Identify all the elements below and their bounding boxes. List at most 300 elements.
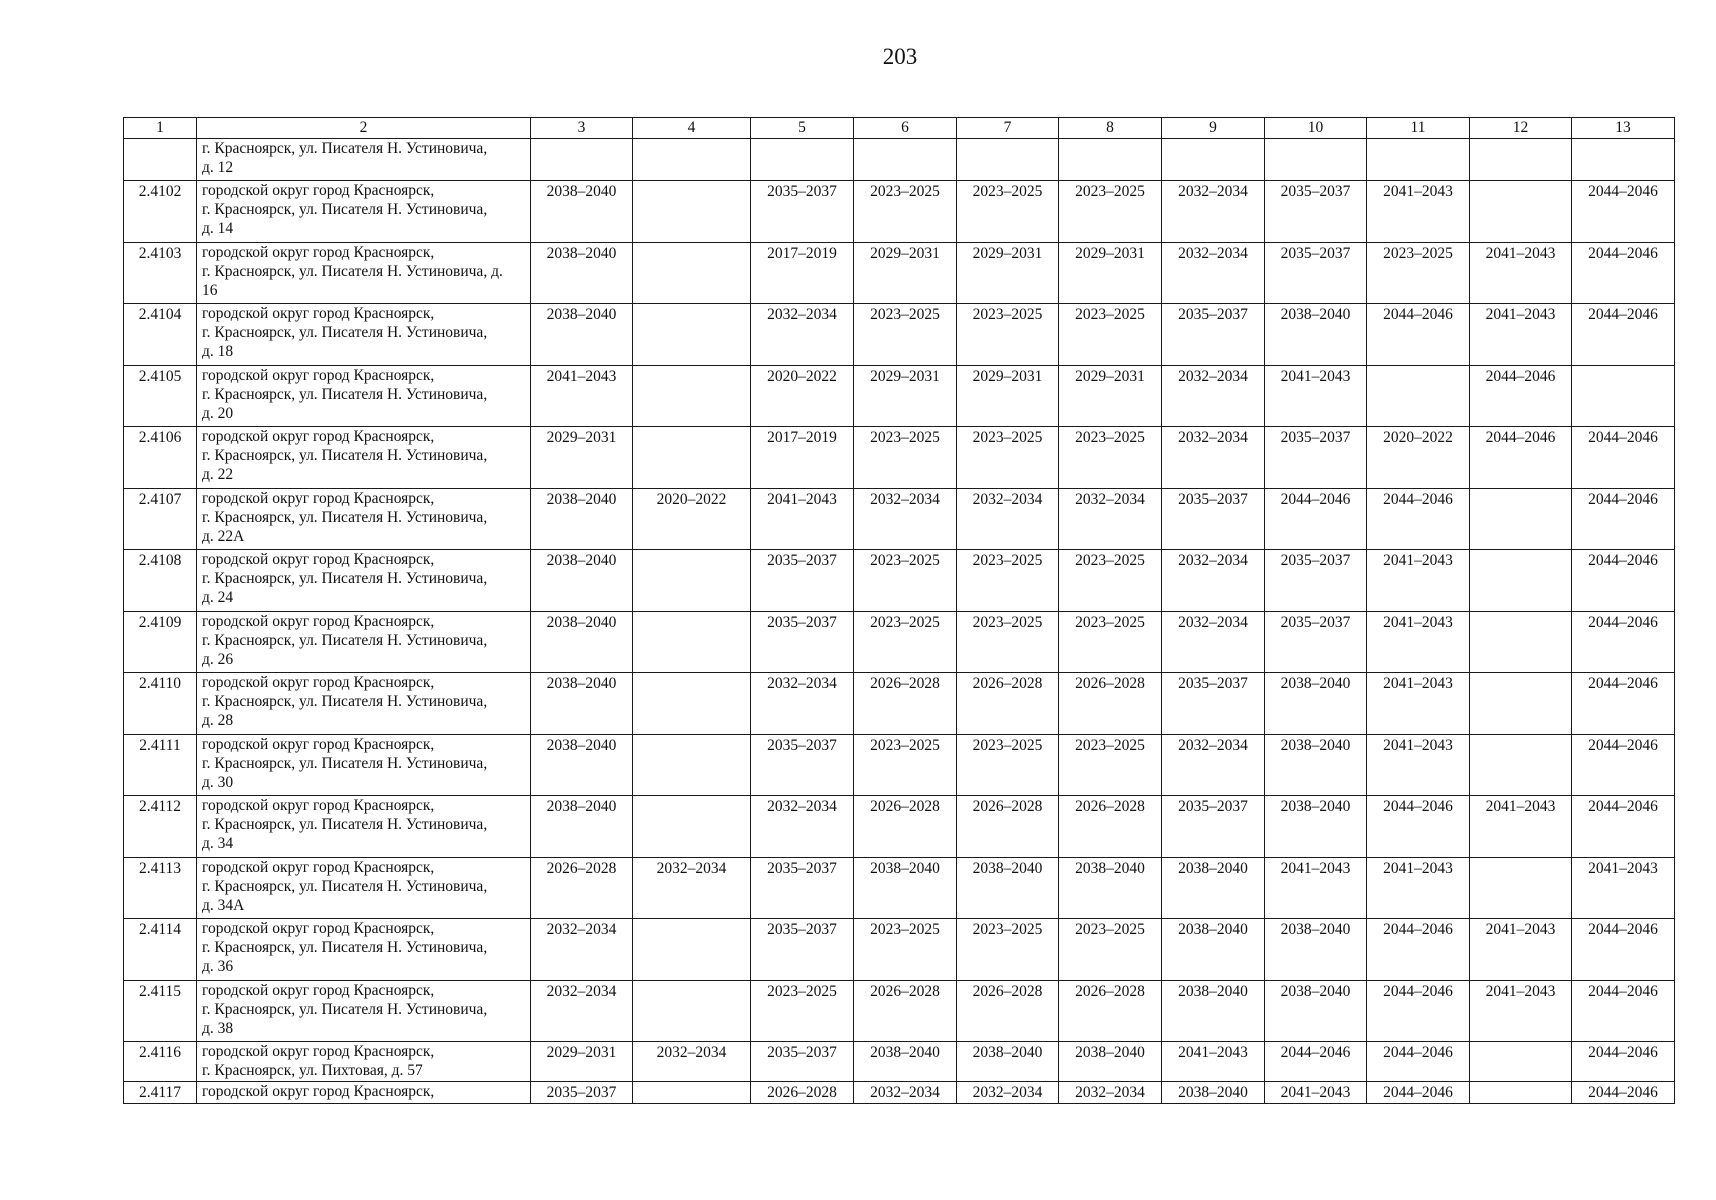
period-cell-col-5: 2035–2037 [751,857,854,919]
period-cell-col-3: 2038–2040 [531,796,633,858]
address-line: г. Красноярск, ул. Писателя Н. Устиновича, д. [202,262,503,280]
row-number-cell: 2.4105 [124,365,197,427]
period-cell-col-10: 2038–2040 [1265,919,1367,981]
address-line: д. 22 [202,466,234,483]
period-cell-col-11: 2044–2046 [1367,1042,1470,1082]
period-cell-col-8: 2032–2034 [1059,1082,1162,1104]
address-line: д. 20 [202,404,234,422]
period-cell-col-9: 2035–2037 [1162,796,1265,858]
row-number-cell: 2.4115 [124,980,197,1042]
address-line: г. Красноярск, ул. Писателя Н. Устиновича, [202,140,488,157]
period-cell-col-3: 2032–2034 [531,980,633,1042]
address-cell [197,980,531,1042]
table-row [124,304,1675,366]
period-cell-col-5: 2020–2022 [751,365,854,427]
row-number-cell: 2.4116 [124,1042,197,1082]
period-cell-col-5: 2035–2037 [751,181,854,243]
period-cell-col-11: 2044–2046 [1367,304,1470,366]
period-cell-col-7: 2029–2031 [957,242,1059,304]
period-cell-col-8: 2023–2025 [1059,181,1162,243]
period-cell-col-11: 2044–2046 [1367,796,1470,858]
period-cell-col-12 [1470,734,1572,796]
period-cell-col-13: 2041–2043 [1572,857,1675,919]
period-cell-col-10: 2035–2037 [1265,611,1367,673]
address-line: г. Красноярск, ул. Писателя Н. Устиновича, [202,693,488,710]
column-header-9: 9 [1162,118,1265,139]
period-cell-col-13 [1572,365,1675,427]
period-cell-col-11: 2041–2043 [1367,181,1470,243]
period-cell-col-10: 2035–2037 [1265,242,1367,304]
period-cell-col-9: 2035–2037 [1162,488,1265,550]
address-line: д. 22А [202,527,245,545]
period-cell-col-7: 2026–2028 [957,673,1059,735]
address-cell [197,919,531,981]
address-line: д. 26 [202,650,234,668]
period-cell-col-8: 2032–2034 [1059,488,1162,550]
address-line: г. Красноярск, ул. Пихтовая, д. 57 [202,1062,423,1079]
period-cell-col-13: 2044–2046 [1572,242,1675,304]
column-header-4: 4 [633,118,751,139]
period-cell-col-9: 2038–2040 [1162,1082,1265,1104]
period-cell-col-12: 2044–2046 [1470,427,1572,489]
period-cell-col-6: 2026–2028 [854,673,957,735]
address-line: г. Красноярск, ул. Писателя Н. Устиновича, [202,1000,488,1018]
period-cell-col-5: 2032–2034 [751,673,854,735]
period-cell-col-3: 2029–2031 [531,427,633,489]
period-cell-col-4: 2032–2034 [633,857,751,919]
period-cell-col-9: 2035–2037 [1162,673,1265,735]
period-cell-col-4 [633,365,751,427]
period-cell-col-8: 2023–2025 [1059,427,1162,489]
period-cell-col-3: 2038–2040 [531,734,633,796]
period-cell-col-5: 2035–2037 [751,734,854,796]
period-cell-col-8: 2026–2028 [1059,796,1162,858]
row-number-cell: 2.4110 [124,673,197,735]
period-cell-col-10: 2038–2040 [1265,796,1367,858]
period-cell-col-8: 2023–2025 [1059,734,1162,796]
address-line: г. Красноярск, ул. Писателя Н. Устиновича, [202,816,488,833]
column-header-11: 11 [1367,118,1470,139]
period-cell-col-13: 2044–2046 [1572,611,1675,673]
period-cell-col-12: 2044–2046 [1470,365,1572,427]
table-row [124,242,1675,304]
period-cell-col-7: 2023–2025 [957,427,1059,489]
period-cell-col-9: 2032–2034 [1162,550,1265,612]
table-row [124,919,1675,981]
period-cell-col-3: 2032–2034 [531,919,633,981]
period-cell-col-3: 2038–2040 [531,181,633,243]
period-cell-col-9: 2032–2034 [1162,734,1265,796]
table-row [124,1082,1675,1104]
period-cell-col-4: 2020–2022 [633,488,751,550]
table-row [124,796,1675,858]
period-cell-col-11 [1367,139,1470,181]
period-cell-col-6: 2026–2028 [854,980,957,1042]
address-cell [197,242,531,304]
period-cell-col-4 [633,796,751,858]
column-header-2: 2 [197,118,531,139]
address-cell [197,1042,531,1082]
period-cell-col-8: 2023–2025 [1059,611,1162,673]
period-cell-col-10: 2038–2040 [1265,304,1367,366]
period-cell-col-3: 2038–2040 [531,673,633,735]
period-cell-col-13: 2044–2046 [1572,980,1675,1042]
period-cell-col-13: 2044–2046 [1572,796,1675,858]
period-cell-col-11: 2044–2046 [1367,488,1470,550]
period-cell-col-12 [1470,857,1572,919]
period-cell-col-6: 2023–2025 [854,919,957,981]
period-cell-col-4: 2032–2034 [633,1042,751,1082]
address-line: городской округ город Красноярск, [202,551,435,568]
address-cell [197,550,531,612]
period-cell-col-11: 2044–2046 [1367,980,1470,1042]
period-cell-col-5: 2017–2019 [751,242,854,304]
period-cell-col-9: 2032–2034 [1162,427,1265,489]
row-number-cell [124,139,197,181]
address-line: г. Красноярск, ул. Писателя Н. Устиновича, [202,631,488,649]
period-cell-col-10: 2038–2040 [1265,734,1367,796]
period-cell-col-9: 2035–2037 [1162,304,1265,366]
address-line: г. Красноярск, ул. Писателя Н. Устиновича, [202,508,488,526]
period-cell-col-11: 2041–2043 [1367,673,1470,735]
table-row [124,139,1675,181]
period-cell-col-11: 2023–2025 [1367,242,1470,304]
period-cell-col-5 [751,139,854,181]
period-cell-col-9: 2032–2034 [1162,365,1265,427]
address-line: г. Красноярск, ул. Писателя Н. Устиновича, [202,939,488,956]
period-cell-col-4 [633,242,751,304]
period-cell-col-13: 2044–2046 [1572,181,1675,243]
row-number-cell: 2.4112 [124,796,197,858]
period-cell-col-6 [854,139,957,181]
period-cell-col-11: 2020–2022 [1367,427,1470,489]
address-cell [197,734,531,796]
column-header-10: 10 [1265,118,1367,139]
period-cell-col-5: 2035–2037 [751,919,854,981]
row-number-cell: 2.4113 [124,857,197,919]
period-cell-col-6: 2038–2040 [854,857,957,919]
period-cell-col-12: 2041–2043 [1470,304,1572,366]
address-line: д. 36 [202,958,234,975]
period-cell-col-9: 2041–2043 [1162,1042,1265,1082]
period-cell-col-12 [1470,673,1572,735]
period-cell-col-5: 2035–2037 [751,611,854,673]
address-line: городской округ город Красноярск, [202,1043,435,1060]
period-cell-col-7: 2032–2034 [957,488,1059,550]
period-cell-col-4 [633,734,751,796]
address-line: д. 12 [202,159,234,176]
period-cell-col-13 [1572,139,1675,181]
period-cell-col-3: 2029–2031 [531,1042,633,1082]
period-cell-col-13: 2044–2046 [1572,304,1675,366]
period-cell-col-12 [1470,488,1572,550]
table-row [124,1042,1675,1082]
period-cell-col-4 [633,611,751,673]
address-line: д. 28 [202,712,234,729]
column-header-7: 7 [957,118,1059,139]
address-cell [197,1082,531,1104]
period-cell-col-11: 2041–2043 [1367,611,1470,673]
period-cell-col-6: 2029–2031 [854,365,957,427]
period-cell-col-7: 2026–2028 [957,980,1059,1042]
period-cell-col-7: 2029–2031 [957,365,1059,427]
period-cell-col-5: 2026–2028 [751,1082,854,1104]
period-cell-col-10: 2035–2037 [1265,550,1367,612]
row-number-cell: 2.4117 [124,1082,197,1104]
period-cell-col-4 [633,1082,751,1104]
period-cell-col-13: 2044–2046 [1572,673,1675,735]
address-cell [197,427,531,489]
table-row [124,611,1675,673]
period-cell-col-8 [1059,139,1162,181]
period-cell-col-12: 2041–2043 [1470,242,1572,304]
period-cell-col-7: 2023–2025 [957,550,1059,612]
period-cell-col-3: 2026–2028 [531,857,633,919]
period-cell-col-9: 2032–2034 [1162,242,1265,304]
period-cell-col-11: 2041–2043 [1367,550,1470,612]
address-line: городской округ город Красноярск, [202,797,435,814]
period-cell-col-10: 2044–2046 [1265,1042,1367,1082]
period-cell-col-9: 2038–2040 [1162,980,1265,1042]
address-line: городской округ город Красноярск, [202,981,435,999]
row-number-cell: 2.4114 [124,919,197,981]
period-cell-col-7 [957,139,1059,181]
period-cell-col-5: 2032–2034 [751,796,854,858]
address-line: городской округ город Красноярск, [202,612,435,630]
address-cell [197,304,531,366]
table-body [124,139,1675,1104]
address-line: городской округ город Красноярск, [202,1083,435,1100]
period-cell-col-6: 2023–2025 [854,427,957,489]
address-line: д. 14 [202,220,234,237]
address-line: г. Красноярск, ул. Писателя Н. Устиновича, [202,324,488,341]
table-row [124,365,1675,427]
period-cell-col-13: 2044–2046 [1572,1042,1675,1082]
period-cell-col-7: 2023–2025 [957,181,1059,243]
address-cell [197,488,531,550]
period-cell-col-12 [1470,1042,1572,1082]
period-cell-col-10: 2041–2043 [1265,365,1367,427]
period-cell-col-3: 2038–2040 [531,242,633,304]
row-number-cell: 2.4108 [124,550,197,612]
period-cell-col-3: 2038–2040 [531,611,633,673]
period-cell-col-6: 2023–2025 [854,734,957,796]
address-line: г. Красноярск, ул. Писателя Н. Устиновича, [202,754,488,772]
table-row [124,550,1675,612]
period-cell-col-3: 2035–2037 [531,1082,633,1104]
period-cell-col-8: 2023–2025 [1059,304,1162,366]
period-cell-col-5: 2023–2025 [751,980,854,1042]
address-line: г. Красноярск, ул. Писателя Н. Устиновича, [202,570,488,587]
period-cell-col-11: 2044–2046 [1367,919,1470,981]
column-header-1: 1 [124,118,197,139]
table-row [124,980,1675,1042]
table-row [124,427,1675,489]
address-line: городской округ город Красноярск, [202,674,435,691]
period-cell-col-12 [1470,139,1572,181]
period-cell-col-4 [633,304,751,366]
period-cell-col-13: 2044–2046 [1572,919,1675,981]
address-line: городской округ город Красноярск, [202,489,435,507]
column-header-8: 8 [1059,118,1162,139]
row-number-cell: 2.4107 [124,488,197,550]
period-cell-col-7: 2023–2025 [957,919,1059,981]
period-cell-col-4 [633,919,751,981]
period-cell-col-8: 2026–2028 [1059,980,1162,1042]
row-number-cell: 2.4104 [124,304,197,366]
period-cell-col-11: 2044–2046 [1367,1082,1470,1104]
period-cell-col-5: 2041–2043 [751,488,854,550]
address-line: городской округ город Красноярск, [202,366,435,384]
address-cell [197,611,531,673]
header-row [124,118,1675,139]
address-line: г. Красноярск, ул. Писателя Н. Устиновича, [202,447,488,464]
period-cell-col-10: 2035–2037 [1265,427,1367,489]
period-cell-col-3: 2038–2040 [531,550,633,612]
column-header-3: 3 [531,118,633,139]
address-line: д. 34А [202,896,245,914]
period-cell-col-5: 2032–2034 [751,304,854,366]
period-cell-col-7: 2038–2040 [957,1042,1059,1082]
period-cell-col-9: 2038–2040 [1162,857,1265,919]
address-line: д. 24 [202,589,234,606]
period-cell-col-4 [633,550,751,612]
period-cell-col-8: 2038–2040 [1059,857,1162,919]
column-header-5: 5 [751,118,854,139]
period-cell-col-6: 2023–2025 [854,304,957,366]
period-cell-col-12 [1470,611,1572,673]
period-cell-col-7: 2023–2025 [957,304,1059,366]
address-line: г. Красноярск, ул. Писателя Н. Устиновича, [202,385,488,403]
period-cell-col-8: 2029–2031 [1059,242,1162,304]
address-line: городской округ город Красноярск, [202,182,435,199]
address-line: д. 34 [202,835,234,852]
period-cell-col-6: 2026–2028 [854,796,957,858]
address-cell [197,673,531,735]
address-line: г. Красноярск, ул. Писателя Н. Устиновича, [202,201,488,218]
address-line: д. 30 [202,773,234,791]
table-row [124,181,1675,243]
address-cell [197,181,531,243]
period-cell-col-5: 2035–2037 [751,1042,854,1082]
address-cell [197,139,531,181]
period-cell-col-3 [531,139,633,181]
period-cell-col-11: 2041–2043 [1367,734,1470,796]
period-cell-col-3: 2038–2040 [531,304,633,366]
period-cell-col-6: 2023–2025 [854,550,957,612]
address-line: 16 [202,281,218,299]
period-cell-col-12 [1470,181,1572,243]
period-cell-col-13: 2044–2046 [1572,488,1675,550]
address-line: городской округ город Красноярск, [202,920,435,937]
address-line: городской округ город Красноярск, [202,735,435,753]
period-cell-col-7: 2026–2028 [957,796,1059,858]
period-cell-col-8: 2026–2028 [1059,673,1162,735]
page-number: 203 [882,44,918,69]
period-cell-col-12: 2041–2043 [1470,796,1572,858]
period-cell-col-10: 2044–2046 [1265,488,1367,550]
address-cell [197,857,531,919]
period-cell-col-7: 2023–2025 [957,611,1059,673]
period-cell-col-8: 2023–2025 [1059,919,1162,981]
row-number-cell: 2.4109 [124,611,197,673]
period-cell-col-11 [1367,365,1470,427]
address-cell [197,796,531,858]
address-line: д. 18 [202,343,234,360]
row-number-cell: 2.4103 [124,242,197,304]
row-number-cell: 2.4106 [124,427,197,489]
period-cell-col-4 [633,673,751,735]
period-cell-col-6: 2023–2025 [854,611,957,673]
period-cell-col-13: 2044–2046 [1572,734,1675,796]
address-cell [197,365,531,427]
period-cell-col-9: 2038–2040 [1162,919,1265,981]
period-cell-col-4 [633,427,751,489]
period-cell-col-5: 2017–2019 [751,427,854,489]
period-cell-col-7: 2032–2034 [957,1082,1059,1104]
period-cell-col-6: 2032–2034 [854,488,957,550]
period-cell-col-10: 2038–2040 [1265,980,1367,1042]
period-cell-col-4 [633,980,751,1042]
period-cell-col-13: 2044–2046 [1572,550,1675,612]
period-cell-col-12 [1470,1082,1572,1104]
period-cell-col-3: 2038–2040 [531,488,633,550]
period-cell-col-9: 2032–2034 [1162,611,1265,673]
period-cell-col-13: 2044–2046 [1572,427,1675,489]
period-cell-col-13: 2044–2046 [1572,1082,1675,1104]
period-cell-col-9 [1162,139,1265,181]
period-cell-col-9: 2032–2034 [1162,181,1265,243]
table-row [124,734,1675,796]
period-cell-col-4 [633,139,751,181]
period-cell-col-11: 2041–2043 [1367,857,1470,919]
period-cell-col-6: 2029–2031 [854,242,957,304]
period-cell-col-10 [1265,139,1367,181]
column-header-13: 13 [1572,118,1675,139]
period-cell-col-10: 2038–2040 [1265,673,1367,735]
address-line: городской округ город Красноярск, [202,858,435,876]
period-cell-col-6: 2032–2034 [854,1082,957,1104]
period-cell-col-12: 2041–2043 [1470,919,1572,981]
period-cell-col-8: 2038–2040 [1059,1042,1162,1082]
period-cell-col-6: 2023–2025 [854,181,957,243]
period-cell-col-7: 2038–2040 [957,857,1059,919]
column-header-6: 6 [854,118,957,139]
schedule-table-wrapper [123,117,1675,1104]
address-line: г. Красноярск, ул. Писателя Н. Устиновича, [202,877,488,895]
period-cell-col-12: 2041–2043 [1470,980,1572,1042]
period-cell-col-12 [1470,550,1572,612]
period-cell-col-6: 2038–2040 [854,1042,957,1082]
schedule-table [123,117,1675,1104]
period-cell-col-10: 2035–2037 [1265,181,1367,243]
period-cell-col-4 [633,181,751,243]
table-row [124,488,1675,550]
table-row [124,857,1675,919]
address-line: городской округ город Красноярск, [202,243,435,261]
period-cell-col-8: 2029–2031 [1059,365,1162,427]
period-cell-col-10: 2041–2043 [1265,1082,1367,1104]
address-line: городской округ город Красноярск, [202,428,435,445]
column-header-12: 12 [1470,118,1572,139]
address-line: городской округ город Красноярск, [202,305,435,322]
period-cell-col-10: 2041–2043 [1265,857,1367,919]
row-number-cell: 2.4111 [124,734,197,796]
period-cell-col-3: 2041–2043 [531,365,633,427]
period-cell-col-7: 2023–2025 [957,734,1059,796]
address-line: д. 38 [202,1019,234,1037]
period-cell-col-8: 2023–2025 [1059,550,1162,612]
